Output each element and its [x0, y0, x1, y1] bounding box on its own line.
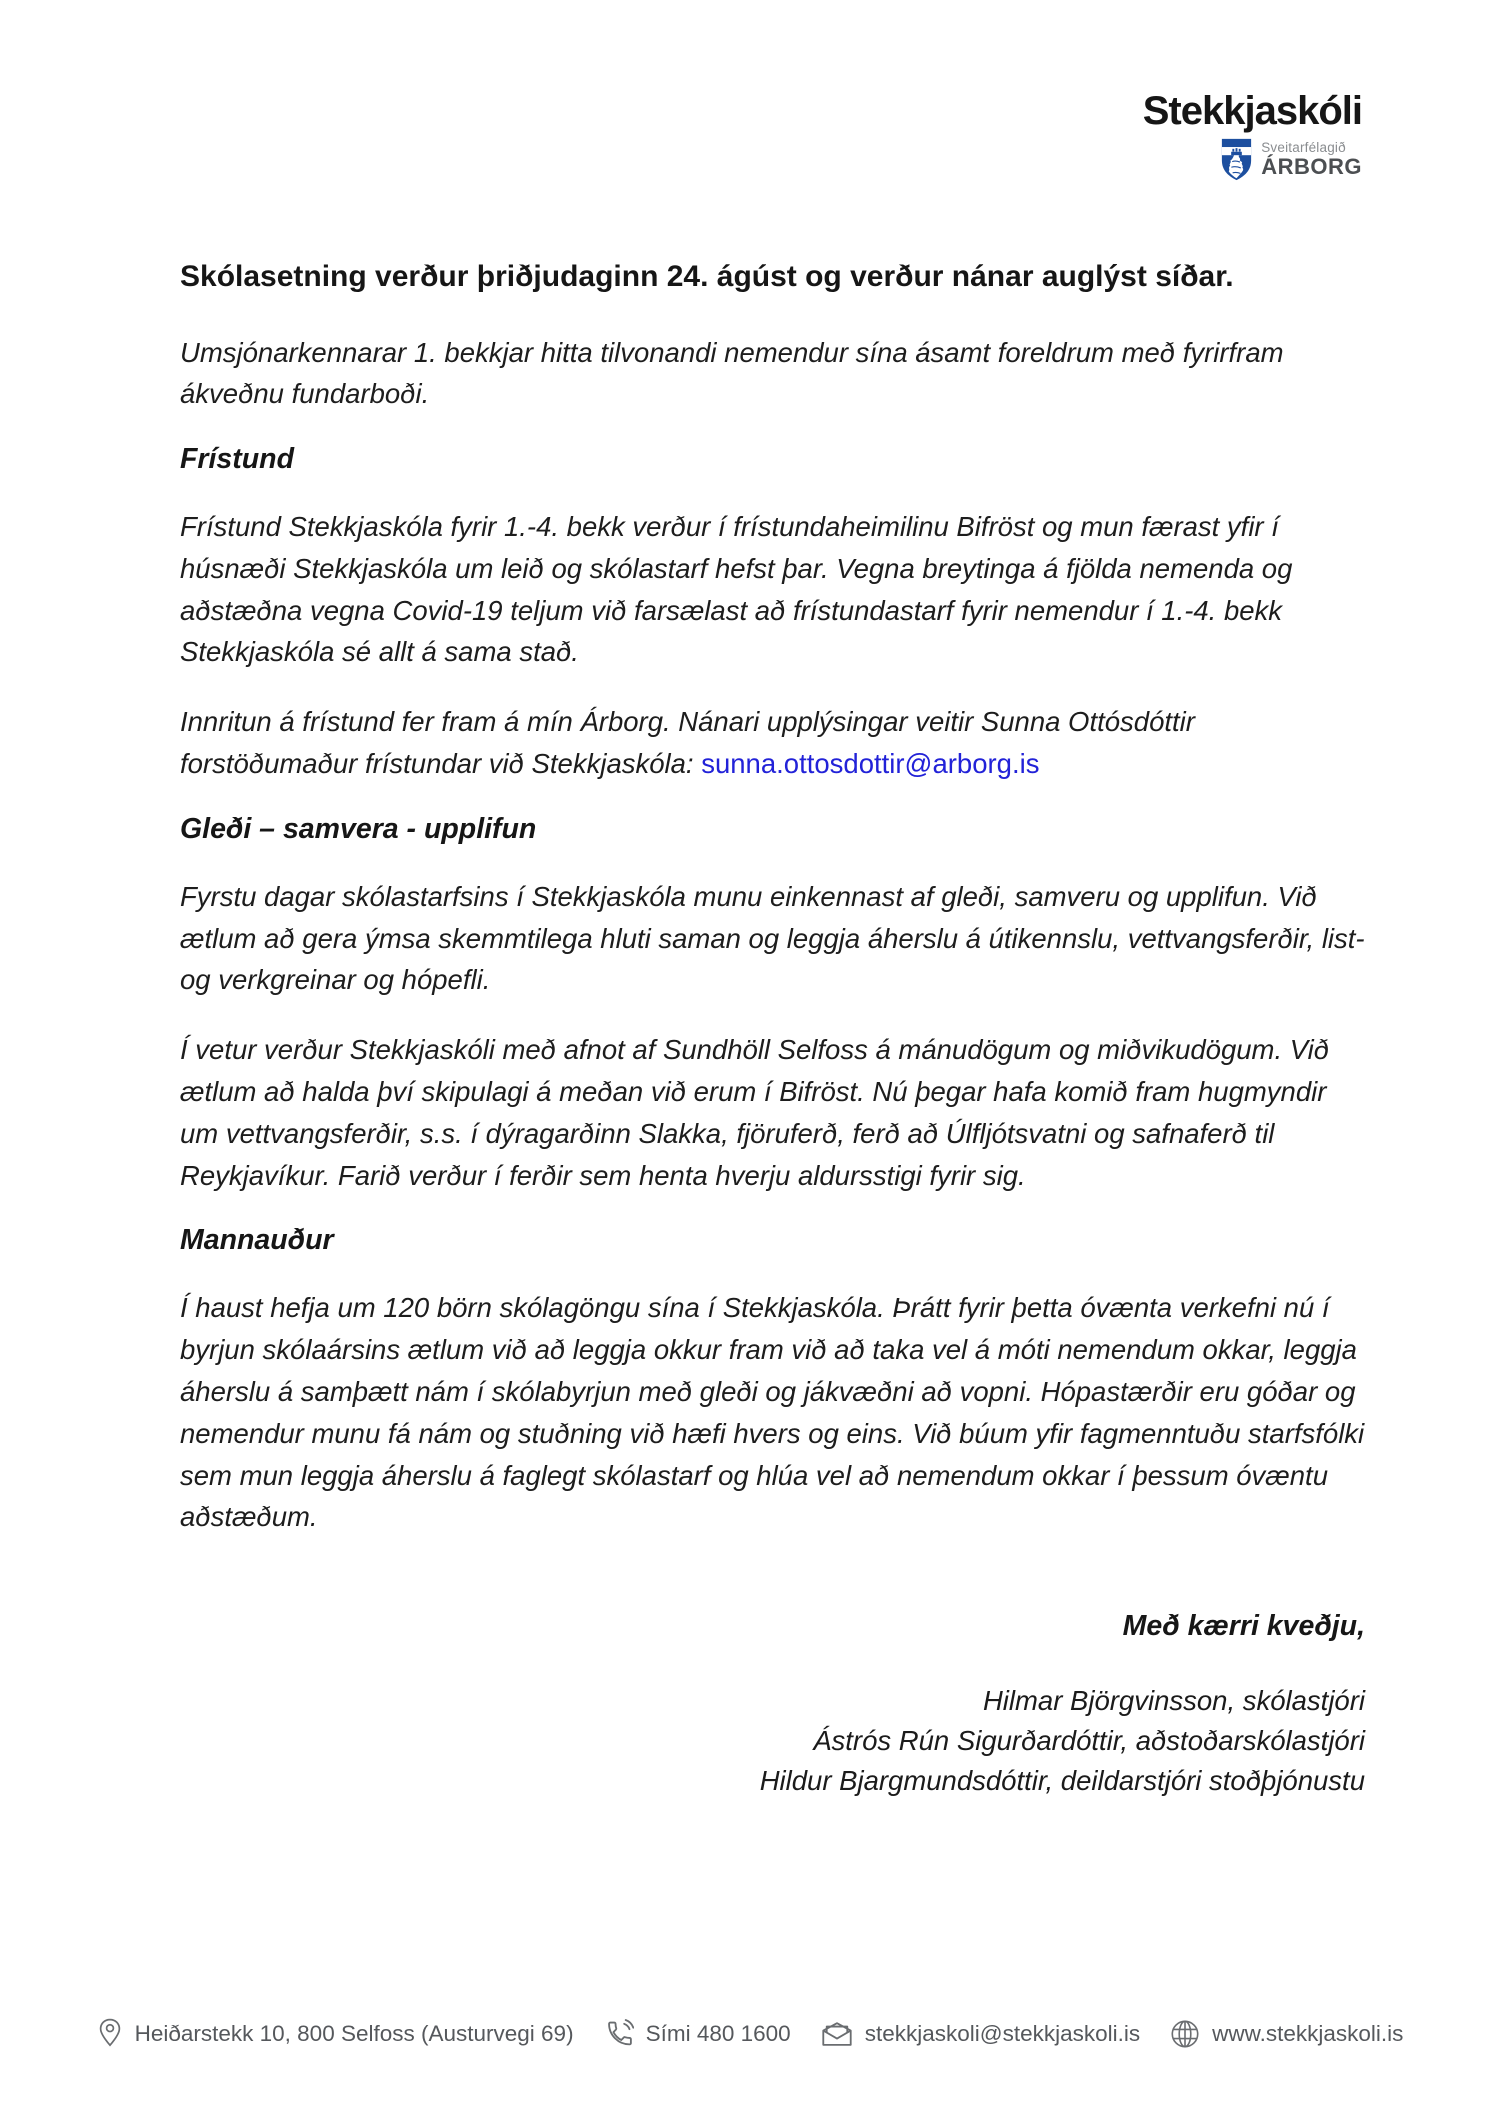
- closing-block: [180, 1610, 1365, 1801]
- fristund-email-link[interactable]: sunna.ottosdottir@arborg.is: [701, 748, 1040, 780]
- footer-email-item: [821, 2021, 1140, 2047]
- gledi-paragraph-2: Í vetur verður Stekkjaskóli með afnot af Sundhöll Selfoss á mánudögum og miðvikudögum. Við ætlum að halda því skipulagi á meðan við erum í Bifröst. Nú þegar hafa komið fram hugmyndir um vettvangsferðir, s.s. í dýragarðinn Slakka, fjöruferð, ferð að Úlfljótsvatni og safnaferð til Reykjavíkur. Farið verður í ferðir sem henta hverju aldursstigi fyrir sig.: [180, 1034, 1329, 1191]
- letter-heading: Skólasetning verður þriðjudaginn 24. ágúst og verður nánar auglýst síðar.: [180, 260, 1234, 293]
- gledi-paragraph-1: Fyrstu dagar skólastarfsins í Stekkjaskóla munu einkennast af gleði, samveru og upplifun. Við ætlum að gera ýmsa skemmtilega hluti saman og leggja áherslu á útikennslu, vettvangsferðir, list- og verkgreinar og hópefli.: [180, 880, 1365, 996]
- footer-phone-text: Sími 480 1600: [645, 2021, 791, 2046]
- crest-municipality-name: ÁRBORG: [1261, 154, 1362, 180]
- footer-email-text: stekkjaskoli@stekkjaskoli.is: [864, 2021, 1141, 2046]
- footer-phone-item: [604, 2019, 791, 2049]
- signature-line: Hildur Bjargmundsdóttir, deildarstjóri stoðþjónustu: [759, 1764, 1365, 1796]
- signature-line: Hilmar Björgvinsson, skólastjóri: [982, 1685, 1365, 1717]
- contact-footer: [0, 2018, 1500, 2050]
- section-heading-fristund: Frístund: [180, 443, 294, 476]
- fristund-paragraph-2: [180, 701, 1365, 785]
- mannaudur-paragraph-1: Í haust hefja um 120 börn skólagöngu sína í Stekkjaskóla. Þrátt fyrir þetta óvænta verkefni nú í byrjun skólaársins ætlum við að leggja okkur fram við að taka vel á móti nemendum okkar, leggja áherslu á samþætt nám í skólabyrjun með gleði og jákvæðni að vopni. Hópastærðir eru góðar og nemendur munu fá nám og stuðning við hæfi hvers og eins. Við búum yfir fagmenntuðu starfsfólki sem mun leggja áherslu á faglegt skólastarf og hlúa vel að nemendum okkar í þessum óvæntu aðstæðum.: [180, 1292, 1365, 1533]
- footer-address-text: Heiðarstekk 10, 800 Selfoss (Austurvegi 69): [134, 2021, 574, 2046]
- phone-icon: [604, 2019, 634, 2049]
- signature-list: [180, 1681, 1365, 1801]
- school-name: Stekkjaskóli: [1142, 89, 1362, 133]
- footer-address-item: [97, 2018, 574, 2050]
- crest-municipality-label: Sveitarfélagið: [1261, 139, 1346, 155]
- fristund-paragraph-1: Frístund Stekkjaskóla fyrir 1.-4. bekk verður í frístundaheimilinu Bifröst og mun færast yfir í húsnæði Stekkjaskóla um leið og skólastarf hefst þar. Vegna breytinga á fjölda nemenda og aðstæðna vegna Covid-19 teljum við farsælast að frístundastarf fyrir nemendur í 1.-4. bekk Stekkjaskóla sé allt á sama stað.: [180, 511, 1293, 668]
- signature-line: Ástrós Rún Sigurðardóttir, aðstoðarskólastjóri: [813, 1725, 1365, 1757]
- globe-icon: [1170, 2019, 1200, 2049]
- fristund-paragraph-2-text: Innritun á frístund fer fram á mín Árborg. Nánari upplýsingar veitir Sunna Ottósdóttir forstöðumaður frístundar við Stekkjaskóla:: [180, 706, 1195, 780]
- location-pin-icon: [97, 2018, 123, 2050]
- section-heading-mannaudur: Mannauður: [180, 1224, 334, 1257]
- envelope-icon: [821, 2021, 853, 2047]
- letter-body: [180, 0, 1365, 1801]
- closing-salutation: Með kærri kveðju,: [1122, 1610, 1365, 1643]
- section-heading-gledi: Gleði – samvera - upplifun: [180, 812, 537, 845]
- intro-paragraph: Umsjónarkennarar 1. bekkjar hitta tilvonandi nemendur sína ásamt foreldrum með fyrirfram ákveðnu fundarboði.: [180, 336, 1284, 410]
- footer-website-text: www.stekkjaskoli.is: [1212, 2021, 1404, 2046]
- footer-website-item: [1170, 2019, 1403, 2049]
